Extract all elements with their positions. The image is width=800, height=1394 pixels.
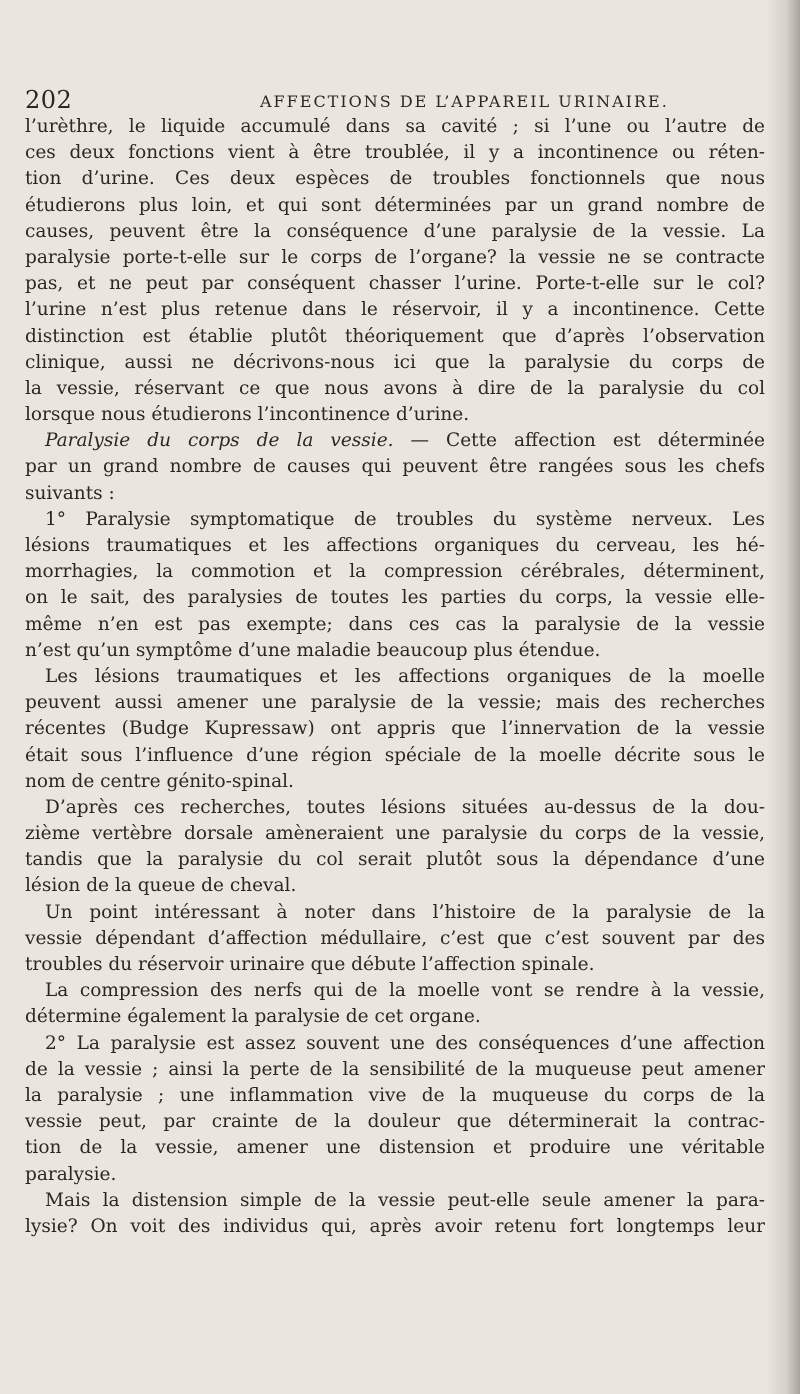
- text-line: lésion de la queue de cheval.: [25, 875, 297, 897]
- section-body: [25, 454, 765, 1240]
- text-line: distinction est établie plutôt théoriquement que d’après l’observation: [25, 325, 765, 347]
- text-line: pas, et ne peut par conséquent chasser l’urine. Porte-t-elle sur le col?: [25, 273, 765, 295]
- text-line: paralysie porte-t-elle sur le corps de l’organe? la vessie ne se contracte: [25, 246, 765, 268]
- text-line: Mais la distension simple de la vessie peut-elle seule amener la para-: [45, 1189, 765, 1211]
- text-line: vessie dépendant d’affection médullaire, c’est que c’est souvent par des: [25, 927, 765, 949]
- text-line: causes, peuvent être la conséquence d’une paralysie de la vessie. La: [25, 220, 765, 242]
- text-line: lorsque nous étudierons l’incontinence d’urine.: [25, 404, 470, 426]
- body-text: [25, 114, 765, 1240]
- section-title: Paralysie du corps de la vessie.: [45, 430, 394, 452]
- text-line: même n’en est pas exempte; dans ces cas la paralysie de la vessie: [25, 613, 765, 635]
- text-line: par un grand nombre de causes qui peuvent être rangées sous les chefs: [25, 456, 765, 478]
- text-line: l’urèthre, le liquide accumulé dans sa cavité ; si l’une ou l’autre de: [25, 116, 765, 137]
- text-line: tion de la vessie, amener une distension et produire une véritable: [25, 1137, 765, 1159]
- text-line: l’urine n’est plus retenue dans le réservoir, il y a incontinence. Cette: [25, 299, 765, 321]
- text-line: on le sait, des paralysies de toutes les parties du corps, la vessie elle-: [25, 587, 765, 609]
- text-line: était sous l’influence d’une région spéciale de la moelle décrite sous le: [25, 744, 765, 766]
- text-line: morrhagies, la commotion et la compression cérébrales, déterminent,: [25, 561, 765, 583]
- text-line: 1° Paralysie symptomatique de troubles du système nerveux. Les: [45, 508, 765, 530]
- text-line: suivants :: [25, 482, 115, 504]
- text-line: La compression des nerfs qui de la moelle vont se rendre à la vessie,: [45, 980, 765, 1002]
- text-line: nom de centre génito-spinal.: [25, 770, 294, 792]
- text-line: troubles du réservoir urinaire que débute l’affection spinale.: [25, 954, 595, 975]
- page-number: 202: [25, 86, 73, 114]
- text-line: la paralysie ; une inflammation vive de la muqueuse du corps de la: [25, 1084, 765, 1106]
- section-title-rest: — Cette affection est déterminée: [393, 430, 765, 452]
- text-line: paralysie.: [25, 1163, 117, 1185]
- text-line: zième vertèbre dorsale amèneraient une paralysie du corps de la vessie,: [25, 823, 765, 845]
- text-line: D’après ces recherches, toutes lésions situées au-dessus de la dou-: [45, 796, 765, 818]
- text-line: de la vessie ; ainsi la perte de la sensibilité de la muqueuse peut amener: [25, 1058, 765, 1080]
- text-line: étudierons plus loin, et qui sont déterminées par un grand nombre de: [25, 194, 765, 216]
- text-line: détermine également la paralysie de cet organe.: [25, 1006, 481, 1028]
- text-line: 2° La paralysie est assez souvent une des conséquences d’une affection: [45, 1032, 765, 1054]
- text-line: Un point intéressant à noter dans l’histoire de la paralysie de la: [45, 901, 765, 923]
- text-line: tandis que la paralysie du col serait plutôt sous la dépendance d’une: [25, 849, 765, 871]
- text-line: n’est qu’un symptôme d’une maladie beaucoup plus étendue.: [25, 639, 601, 661]
- text-line: lysie? On voit des individus qui, après avoir retenu fort longtemps leur: [25, 1215, 765, 1237]
- text-line: vessie peut, par crainte de la douleur que déterminerait la contrac-: [25, 1111, 765, 1133]
- text-line: la vessie, réservant ce que nous avons à dire de la paralysie du col: [25, 377, 765, 399]
- page-edge-shadow: [766, 0, 800, 1394]
- running-head: AFFECTIONS DE L’APPAREIL URINAIRE.: [260, 92, 669, 111]
- page-header: [25, 86, 765, 116]
- text-line: lésions traumatiques et les affections organiques du cerveau, les hé-: [25, 535, 765, 556]
- text-line: tion d’urine. Ces deux espèces de troubles fonctionnels que nous: [25, 168, 765, 190]
- section-heading-line: [25, 428, 765, 454]
- text-line: ces deux fonctions vient à être troublée, il y a incontinence ou réten-: [25, 142, 765, 164]
- text-line: récentes (Budge Kupressaw) ont appris que l’innervation de la vessie: [25, 718, 765, 740]
- text-line: Les lésions traumatiques et les affections organiques de la moelle: [45, 665, 765, 687]
- text-line: peuvent aussi amener une paralysie de la vessie; mais des recherches: [25, 692, 765, 714]
- text-line: clinique, aussi ne décrivons-nous ici que la paralysie du corps de: [25, 351, 765, 373]
